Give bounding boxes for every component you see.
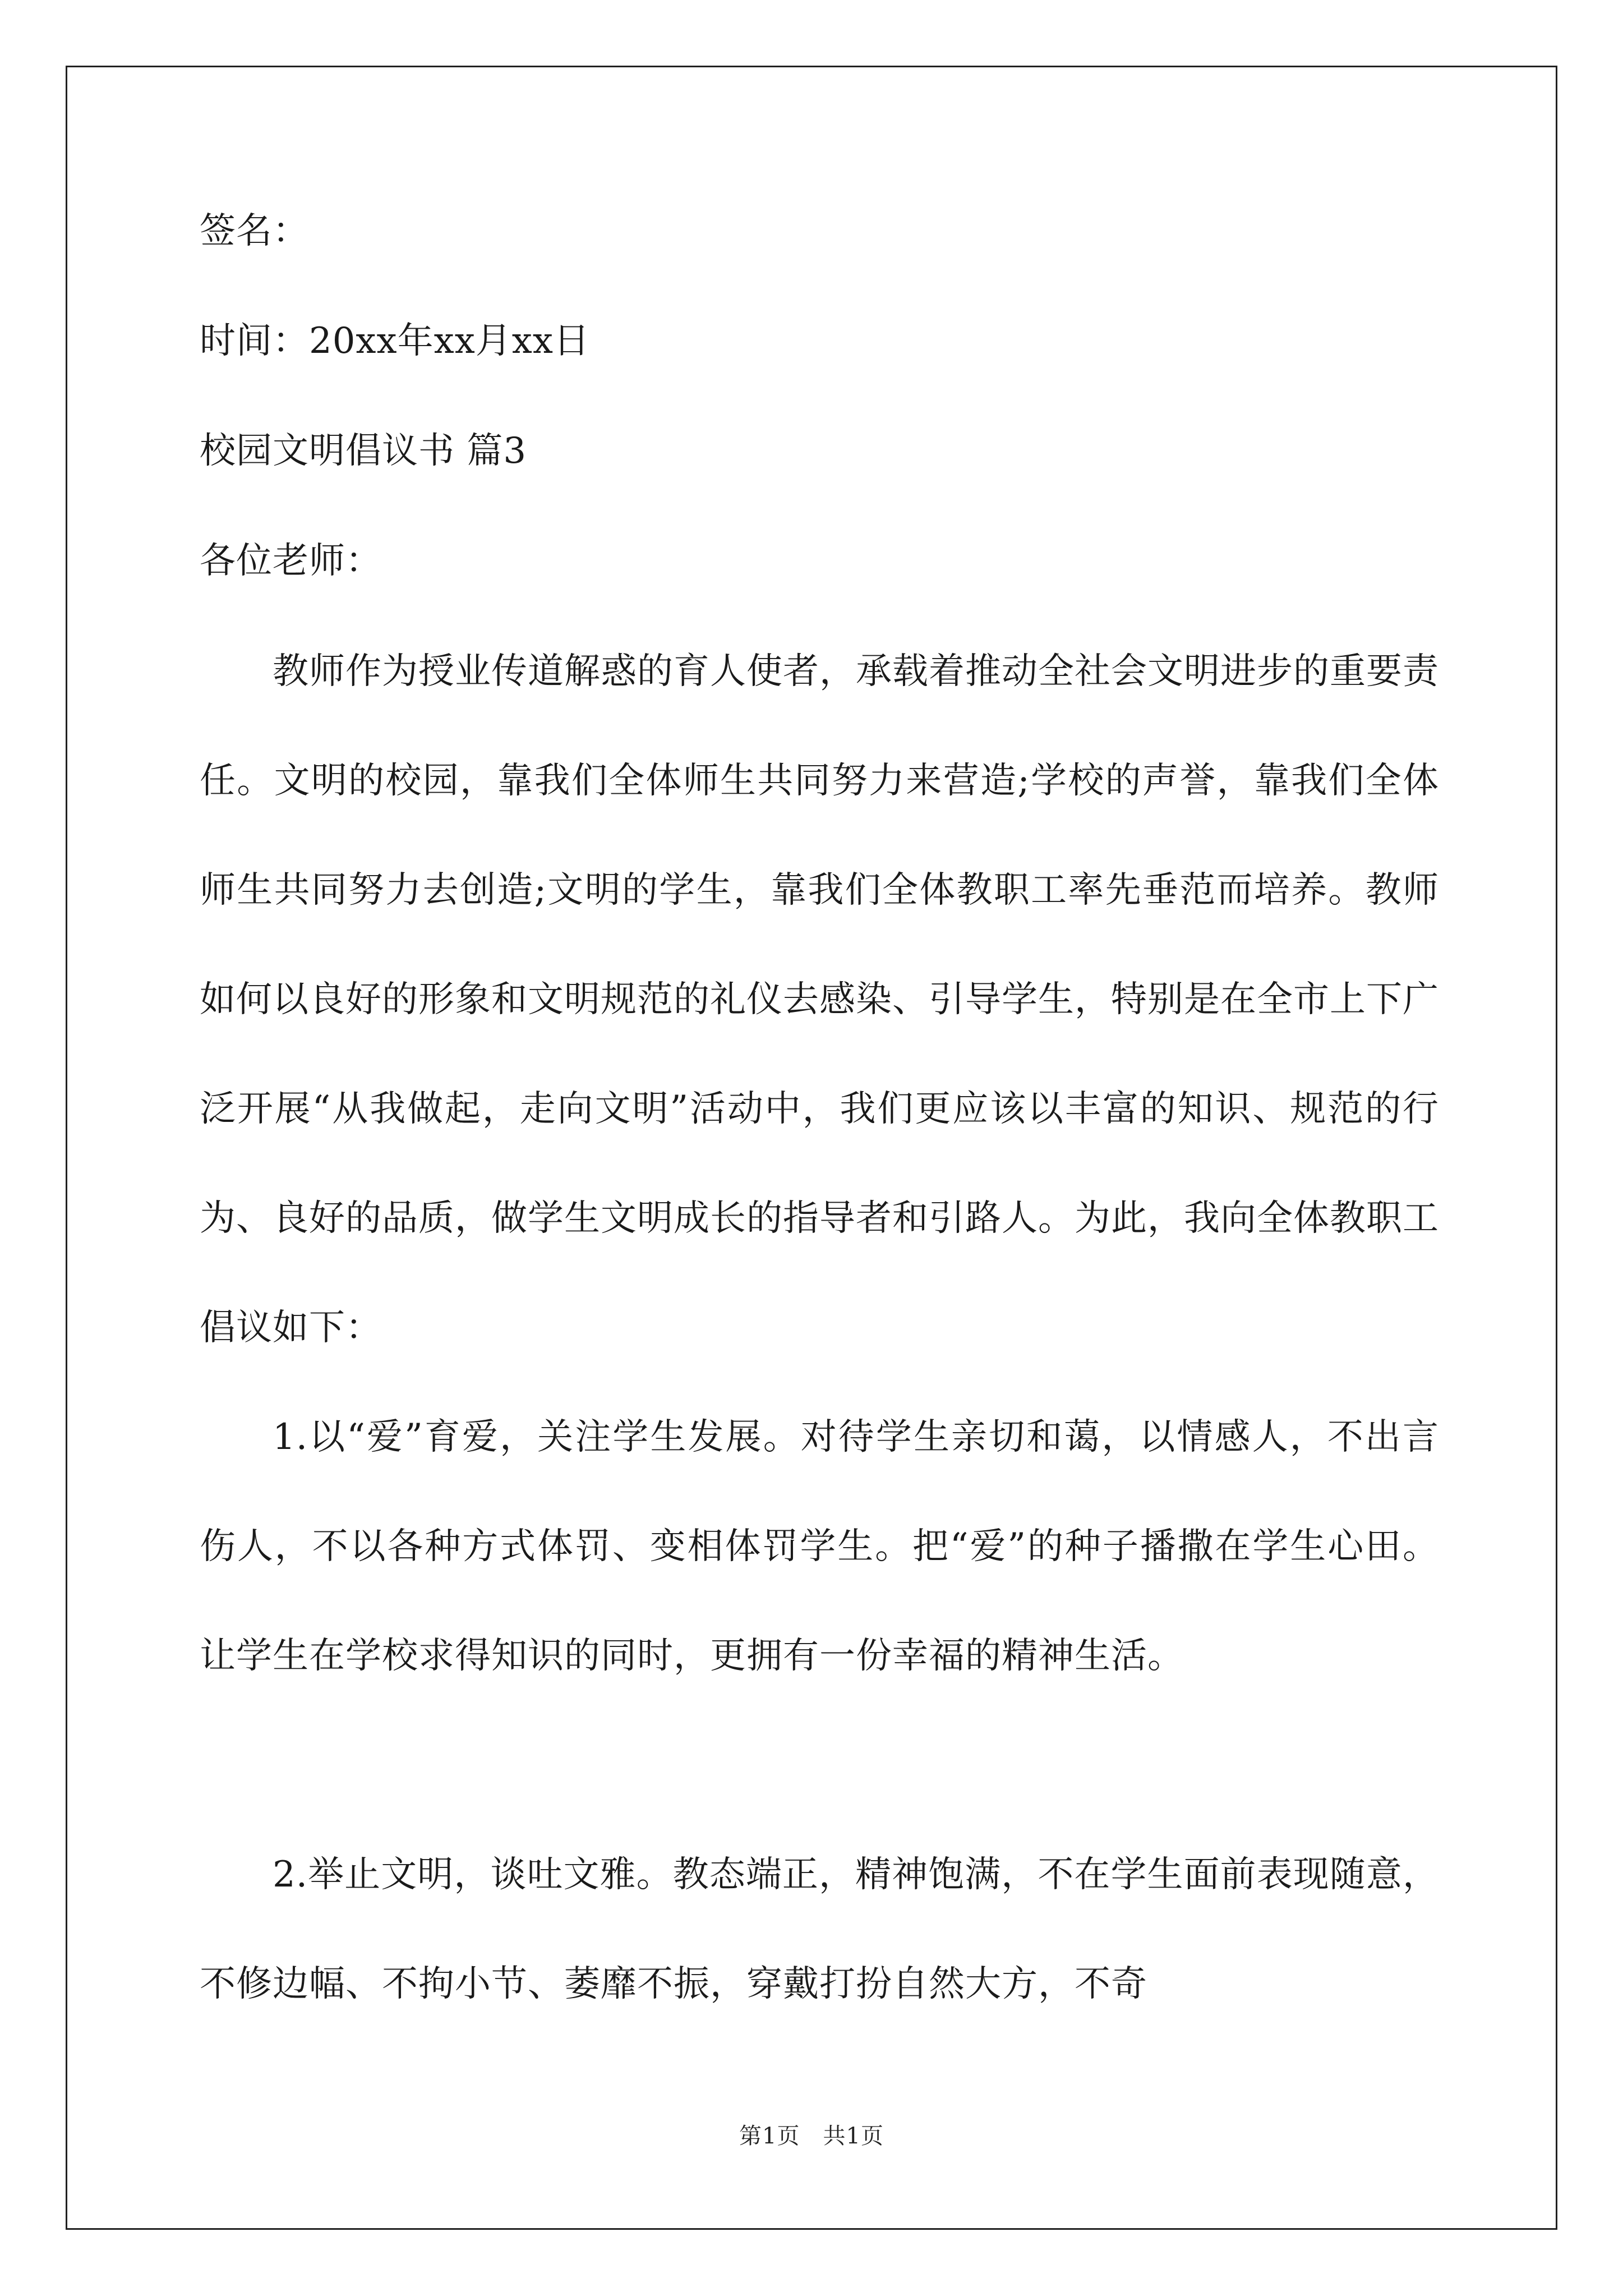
item-1-paragraph: 1.以“爱”育爱，关注学生发展。对待学生亲切和蔼，以情感人，不出言伤人，不以各种方式体罚、变相体罚学生。把“爱”的种子播撒在学生心田。让学生在学校求得知识的同时，更拥有一份幸福的精神生活。 — [200, 1416, 1439, 1677]
section-title: 校园文明倡议书 篇3 — [200, 430, 527, 472]
date-line: 时间：20xx年xx月xx日 — [200, 320, 590, 362]
intro-paragraph: 教师作为授业传道解惑的育人使者，承载着推动全社会文明进步的重要责任。文明的校园，靠我们全体师生共同努力来营造;学校的声誉，靠我们全体师生共同努力去创造;文明的学生，靠我们全体教职工率先垂范而培养。教师如何以良好的形象和文明规范的礼仪去感染、引导学生，特别是在全市上下广泛开展“从我做起，走向文明”活动中，我们更应该以丰富的知识、规范的行为、良好的品质，做学生文明成长的指导者和引路人。为此，我向全体教职工倡议如下： — [200, 651, 1439, 1349]
page-footer: 第1页 共1页 — [739, 2123, 884, 2149]
signature-label: 签名： — [200, 210, 309, 252]
item-2-paragraph: 2.举止文明，谈吐文雅。教态端正，精神饱满，不在学生面前表现随意，不修边幅、不拘小节、萎靡不振，穿戴打扮自然大方，不奇 — [200, 1854, 1439, 2005]
salutation: 各位老师： — [200, 540, 382, 582]
